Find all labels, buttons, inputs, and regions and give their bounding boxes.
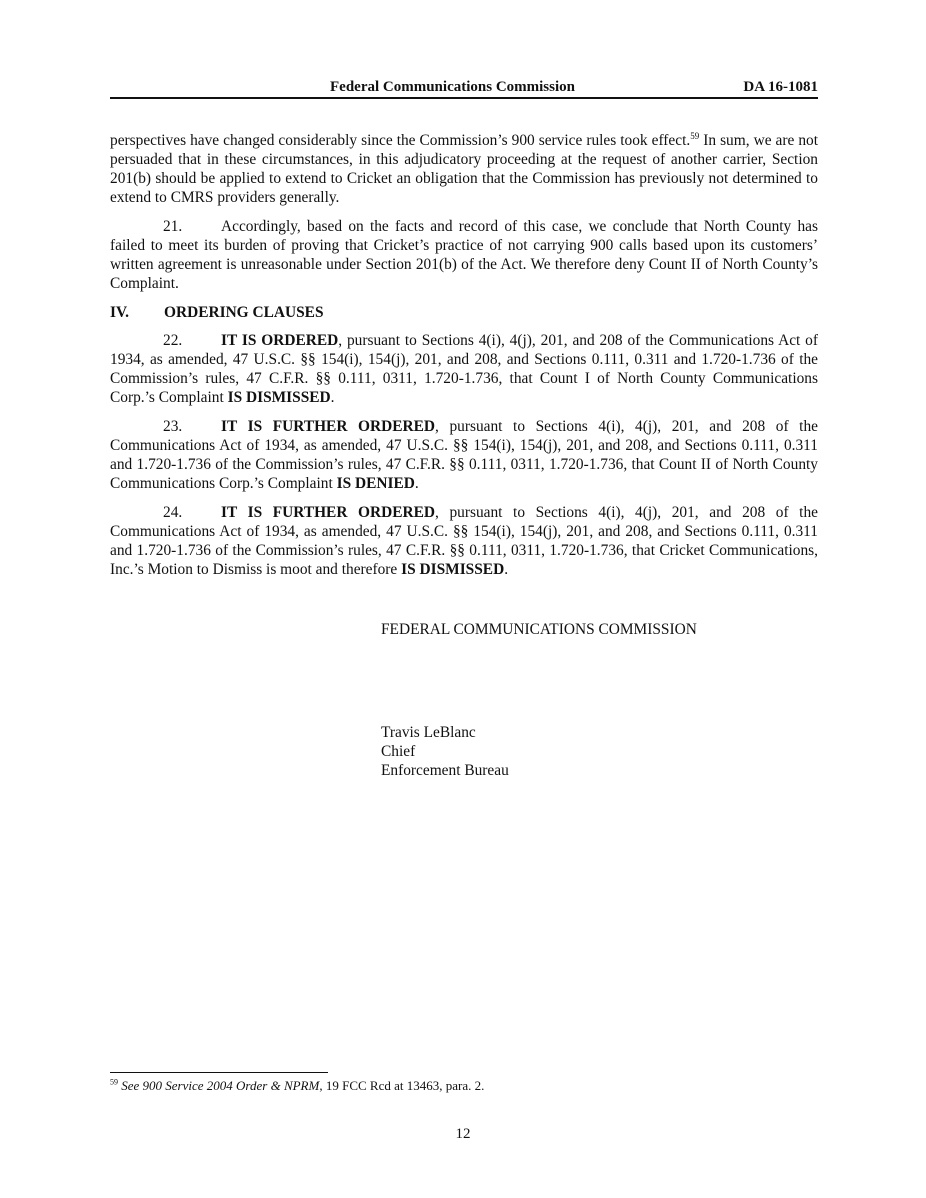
order-lead: IT IS FURTHER ORDERED <box>221 418 435 435</box>
paragraph-number: 21. <box>163 218 183 235</box>
continued-paragraph-text-b: In sum, we are not persuaded that in these circumstances, in this adjudicatory proceeding at the request of another carrier, Section 201(b) should be applied to extend to Cricket an obligation that the Commission has previously not determined to extend to CMRS providers generally. <box>110 132 819 206</box>
section-number: IV. <box>110 304 129 321</box>
signature-block <box>381 723 509 780</box>
paragraph-21 <box>110 217 818 293</box>
signatory-name: Travis LeBlanc <box>381 724 476 741</box>
header-rule <box>110 97 818 99</box>
order-outcome: IS DISMISSED <box>401 561 505 578</box>
order-outcome: IS DISMISSED <box>227 389 331 406</box>
paragraph-22 <box>110 331 818 407</box>
footnote-number: 59 <box>110 1077 118 1087</box>
paragraph-end: . <box>414 475 419 492</box>
continued-paragraph-text-a: perspectives have changed considerably since the Commission’s 900 service rules took effect. <box>110 132 691 149</box>
paragraph-text: , pursuant to Sections 4(i), 4(j), 201, and 208 of the Communications Act of 1934, as amended, 47 U.S.C. §§ 154(i), 154(j), 201, and 208, and Sections 0.111, 0.311 and 1.720-1.736 of the Commission’s rules, 47 C.F.R. §§ 0.111, 0311, 1.720-1.736, that Count II of North County Communications Corp.’s Complaint <box>110 418 818 492</box>
paragraph-23 <box>110 417 818 493</box>
signatory-title: Chief <box>381 743 416 760</box>
paragraph-end: . <box>504 561 509 578</box>
signature-organization: FEDERAL COMMUNICATIONS COMMISSION <box>381 621 697 638</box>
section-heading <box>110 303 818 322</box>
section-title: ORDERING CLAUSES <box>164 304 324 321</box>
footnote-separator <box>110 1072 328 1073</box>
signatory-office: Enforcement Bureau <box>381 762 509 779</box>
footnote-reference[interactable]: 59 <box>690 130 700 141</box>
header-agency: Federal Communications Commission <box>330 79 575 95</box>
footnote-citation-rest: , 19 FCC Rcd at 13463, para. 2. <box>319 1078 485 1093</box>
footnote <box>110 1078 484 1094</box>
paragraph-text: , pursuant to Sections 4(i), 4(j), 201, and 208 of the Communications Act of 1934, as amended, 47 U.S.C. §§ 154(i), 154(j), 201, and 208, and Sections 0.111, 0.311 and 1.720-1.736 of the Commission’s rules, 47 C.F.R. §§ 0.111, 0311, 1.720-1.736, that Count I of North County Communications Corp.’s Complaint <box>110 332 818 406</box>
order-lead: IT IS ORDERED <box>221 332 339 349</box>
footnote-citation-title: See 900 Service 2004 Order & NPRM <box>121 1078 320 1093</box>
running-header <box>110 77 818 97</box>
header-doc-number: DA 16-1081 <box>743 79 818 95</box>
paragraph-number: 22. <box>163 332 183 349</box>
document-body <box>110 131 818 589</box>
paragraph-24 <box>110 503 818 579</box>
paragraph-number: 24. <box>163 504 183 521</box>
page-number: 12 <box>455 1126 471 1142</box>
paragraph-text: Accordingly, based on the facts and record of this case, we conclude that North County has failed to meet its burden of proving that Cricket’s practice of not carrying 900 calls based upon its customers’ written agreement is unreasonable under Section 201(b) of the Act. We therefore deny Count II of North County’s Complaint. <box>110 218 818 292</box>
paragraph-end: . <box>330 389 335 406</box>
order-outcome: IS DENIED <box>336 475 415 492</box>
continued-paragraph <box>110 131 818 207</box>
paragraph-number: 23. <box>163 418 183 435</box>
order-lead: IT IS FURTHER ORDERED <box>221 504 435 521</box>
paragraph-text: , pursuant to Sections 4(i), 4(j), 201, and 208 of the Communications Act of 1934, as amended, 47 U.S.C. §§ 154(i), 154(j), 201, and 208, and Sections 0.111, 0.311 and 1.720-1.736 of the Commission’s rules, 47 C.F.R. §§ 0.111, 0311, 1.720-1.736, that Cricket Communications, Inc.’s Motion to Dismiss is moot and therefore <box>110 504 818 578</box>
